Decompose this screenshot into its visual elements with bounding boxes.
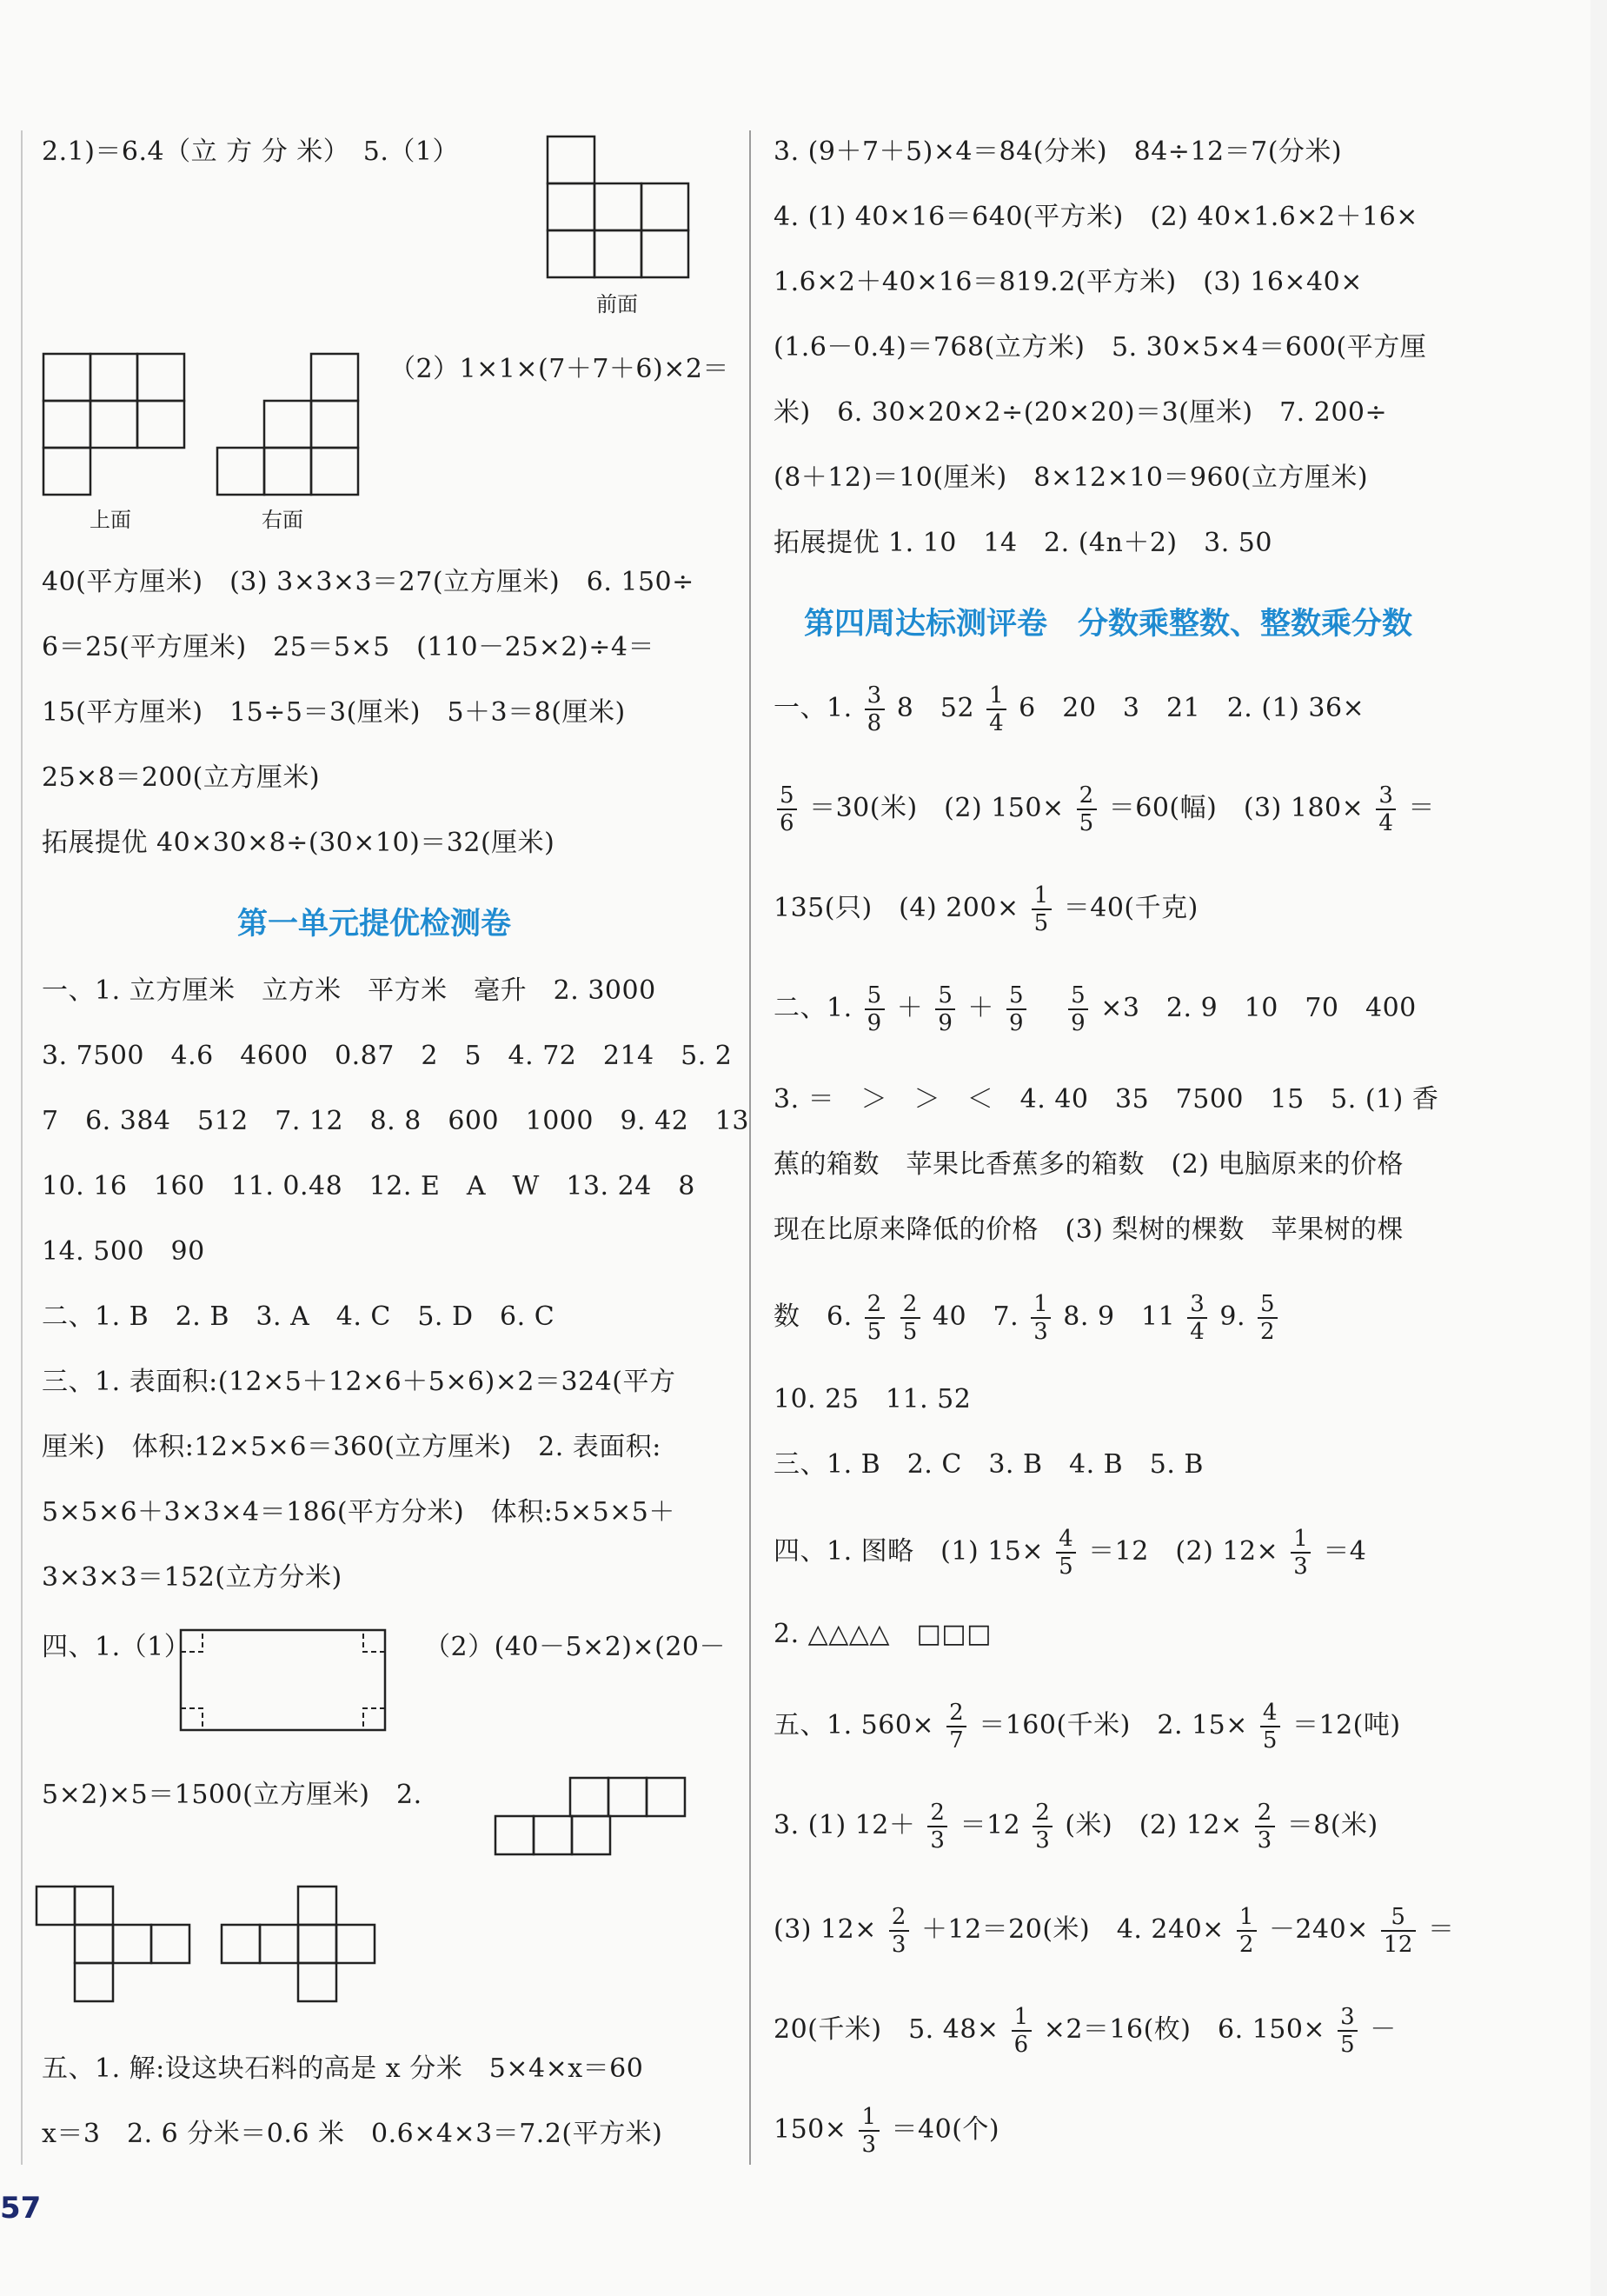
text-span: ＝40(个) [891, 2114, 1000, 2145]
text-span: ×2＝16(枚) 6. 150× [1043, 2014, 1326, 2045]
fraction-3-4: $\frac{3}{4}$ [1187, 1291, 1207, 1345]
text-line: 2. △△△△ □□□ [774, 1619, 992, 1649]
text-line: 米) 6. 30×20×2÷(20×20)＝3(厘米) 7. 200÷ [774, 397, 1388, 428]
text-line [774, 1700, 1401, 1754]
text-line [774, 1904, 1455, 1958]
fraction-5-9: $\frac{5}{9}$ [1006, 982, 1026, 1036]
text-line: （2）1×1×(7＋7＋6)×2＝ [389, 354, 729, 384]
cube-net-figure-3 [220, 1882, 394, 2021]
text-line: 3×3×3＝152(立方分米) [42, 1562, 342, 1593]
fraction-3-5: $\frac{3}{5}$ [1338, 2004, 1358, 2058]
text-line [774, 1526, 1366, 1580]
text-span: (3) 12× [774, 1914, 877, 1945]
fraction-2-5: $\frac{2}{5}$ [900, 1291, 920, 1345]
text-line: 15(平方厘米) 15÷5＝3(厘米) 5＋3＝8(厘米) [42, 697, 626, 728]
text-span: － [1370, 2014, 1397, 2045]
text-span: ＝ [1408, 793, 1435, 823]
text-span: ＝12(吨) [1292, 1710, 1401, 1740]
text-line: 三、1. 表面积:(12×5＋12×6＋5×6)×2＝324(平方 [42, 1367, 676, 1397]
text-span: ＝12 [960, 1810, 1021, 1840]
fraction-4-5: $\frac{4}{5}$ [1056, 1526, 1076, 1580]
text-line: 现在比原来降低的价格 (3) 梨树的棵数 苹果树的棵 [774, 1215, 1404, 1245]
section-heading: 第四周达标测评卷 分数乘整数、整数乘分数 [804, 607, 1413, 642]
text-span: ＝30(米) (2) 150× [809, 793, 1065, 823]
text-span: 二、1. [774, 993, 853, 1023]
text-line: 厘米) 体积:12×5×6＝360(立方厘米) 2. 表面积: [42, 1432, 661, 1462]
fraction-1-3: $\frac{1}{3}$ [859, 2104, 879, 2158]
text-line [774, 1291, 1281, 1345]
text-span: ＝ [1428, 1914, 1455, 1945]
text-line: 5×5×6＋3×3×4＝186(平方分米) 体积:5×5×5＋ [42, 1497, 675, 1527]
text-span: ＝12 (2) 12× [1088, 1536, 1279, 1567]
text-line: (1.6－0.4)＝768(立方米) 5. 30×5×4＝600(平方厘 [774, 332, 1427, 363]
fraction-5-9: $\frac{5}{9}$ [935, 982, 955, 1036]
fraction-2-5: $\frac{2}{5}$ [1077, 782, 1097, 836]
fraction-1-6: $\frac{1}{6}$ [1012, 2004, 1032, 2058]
text-line: 二、1. B 2. B 3. A 4. C 5. D 6. C [42, 1301, 555, 1332]
fraction-2-3: $\frac{2}{3}$ [927, 1800, 947, 1853]
fraction-3-4: $\frac{3}{4}$ [1376, 782, 1396, 836]
text-span: 135(只) (4) 200× [774, 893, 1019, 923]
text-line: (8＋12)＝10(厘米) 8×12×10＝960(立方厘米) [774, 463, 1369, 493]
text-line: x＝3 2. 6 分米＝0.6 米 0.6×4×3＝7.2(平方米) [42, 2119, 663, 2149]
text-line: 14. 500 90 [42, 1236, 205, 1267]
text-span: (米) (2) 12× [1065, 1810, 1243, 1840]
text-line [774, 2104, 999, 2158]
top-view-figure [42, 352, 189, 500]
text-line: 3. 7500 4.6 4600 0.87 2 5 4. 72 214 5. 2 [42, 1041, 733, 1071]
left-edge-rule [21, 130, 23, 2165]
text-line: 1.6×2＋40×16＝819.2(平方米) (3) 16×40× [774, 267, 1363, 297]
text-span: 20(千米) 5. 48× [774, 2014, 999, 2045]
text-span: 8 52 [896, 693, 975, 723]
front-view-figure [546, 135, 694, 283]
fraction-2-5: $\frac{2}{5}$ [865, 1291, 885, 1345]
text-span: 五、1. 560× [774, 1710, 935, 1740]
fraction-5-6: $\frac{5}{6}$ [777, 782, 797, 836]
text-span: ×3 2. 9 10 70 400 [1100, 993, 1417, 1023]
text-line [774, 682, 1365, 736]
fraction-1-4: $\frac{1}{4}$ [986, 682, 1006, 736]
cut-rectangle-figure [176, 1626, 394, 1739]
text-span: ＋ [896, 993, 924, 1023]
text-line [774, 882, 1199, 936]
text-line: 蕉的箱数 苹果比香蕉多的箱数 (2) 电脑原来的价格 [774, 1149, 1404, 1180]
text-span: ＋12＝20(米) 4. 240× [920, 1914, 1225, 1945]
text-line: （2）(40－5×2)×(20－ [424, 1632, 726, 1662]
text-line: 一、1. 立方厘米 立方米 平方米 毫升 2. 3000 [42, 975, 656, 1006]
fraction-2-3: $\frac{2}{3}$ [1033, 1800, 1053, 1853]
text-span: ＝160(千米) 2. 15× [979, 1710, 1248, 1740]
text-span: 6 20 3 21 2. (1) 36× [1019, 693, 1365, 723]
text-span: 3. (1) 12＋ [774, 1810, 916, 1840]
text-line: 7 6. 384 512 7. 12 8. 8 600 1000 9. 42 13 [42, 1106, 749, 1136]
fraction-1-3: $\frac{1}{3}$ [1291, 1526, 1311, 1580]
top-view-caption: 上面 [90, 508, 131, 532]
text-span: －240× [1268, 1914, 1369, 1945]
text-line [774, 982, 1417, 1036]
text-line: 25×8＝200(立方厘米) [42, 762, 321, 793]
text-line: 4. (1) 40×16＝640(平方米) (2) 40×1.6×2＋16× [774, 202, 1418, 232]
front-view-caption: 前面 [596, 292, 638, 316]
fraction-5-9: $\frac{5}{9}$ [1068, 982, 1088, 1036]
text-line: 五、1. 解:设这块石料的高是 x 分米 5×4×x＝60 [42, 2053, 644, 2084]
text-line: 3. ＝ ＞ ＞ ＜ 4. 40 35 7500 15 5. (1) 香 [774, 1084, 1439, 1115]
text-span: ＝40(千克) [1063, 893, 1199, 923]
fraction-1-5: $\frac{1}{5}$ [1032, 882, 1052, 936]
fraction-5-2: $\frac{5}{2}$ [1258, 1291, 1278, 1345]
right-view-figure [216, 352, 363, 500]
fraction-3-8: $\frac{3}{8}$ [865, 682, 885, 736]
fraction-4-5: $\frac{4}{5}$ [1260, 1700, 1280, 1754]
text-span: 8. 9 11 [1063, 1301, 1176, 1332]
fraction-1-3: $\frac{1}{3}$ [1031, 1291, 1051, 1345]
text-span: ＝8(米) [1286, 1810, 1378, 1840]
text-span: 四、1. 图略 (1) 15× [774, 1536, 1045, 1567]
fraction-2-7: $\frac{2}{7}$ [946, 1700, 966, 1754]
text-line: 5×2)×5＝1500(立方厘米) 2. [42, 1780, 422, 1810]
text-line: 10. 16 160 11. 0.48 12. E A W 13. 24 8 [42, 1171, 695, 1201]
text-span: ＝60(幅) (3) 180× [1108, 793, 1365, 823]
right-view-caption: 右面 [262, 508, 303, 532]
fraction-1-2: $\frac{1}{2}$ [1237, 1904, 1257, 1958]
text-line: 10. 25 11. 52 [774, 1384, 972, 1414]
column-divider [749, 130, 751, 2165]
text-line: 四、1.（1） [42, 1632, 191, 1662]
cube-net-figure-1 [494, 1774, 702, 1869]
text-span: 40 7. [932, 1301, 1019, 1332]
text-span: ＝4 [1323, 1536, 1367, 1567]
text-line: 三、1. B 2. C 3. B 4. B 5. B [774, 1449, 1204, 1480]
text-line: 3. (9＋7＋5)×4＝84(分米) 84÷12＝7(分米) [774, 136, 1343, 167]
section-heading: 第一单元提优检测卷 [237, 907, 512, 942]
text-span: 150× [774, 2114, 847, 2145]
page-number: 57 [0, 2191, 42, 2226]
text-line: 拓展提优 1. 10 14 2. (4n＋2) 3. 50 [774, 528, 1272, 558]
fraction-5-9: $\frac{5}{9}$ [865, 982, 885, 1036]
cube-net-figure-2 [35, 1882, 209, 2021]
text-line: 40(平方厘米) (3) 3×3×3＝27(立方厘米) 6. 150÷ [42, 567, 694, 597]
text-line [774, 1800, 1378, 1853]
fraction-2-3: $\frac{2}{3}$ [889, 1904, 909, 1958]
text-line [774, 782, 1435, 836]
text-span: ＋ [967, 993, 994, 1023]
text-line [774, 2004, 1397, 2058]
fraction-2-3: $\frac{2}{3}$ [1255, 1800, 1275, 1853]
fraction-5-12: $\frac{5}{12}$ [1381, 1904, 1416, 1958]
text-line: 6＝25(平方厘米) 25＝5×5 (110－25×2)÷4＝ [42, 632, 654, 662]
text-span: 9. [1219, 1301, 1245, 1332]
text-line: 拓展提优 40×30×8÷(30×10)＝32(厘米) [42, 828, 555, 858]
text-span: 一、1. [774, 693, 853, 723]
text-span: 数 6. [774, 1301, 853, 1332]
text-line: 2.1)＝6.4（立 方 分 米） 5.（1） [42, 136, 459, 167]
